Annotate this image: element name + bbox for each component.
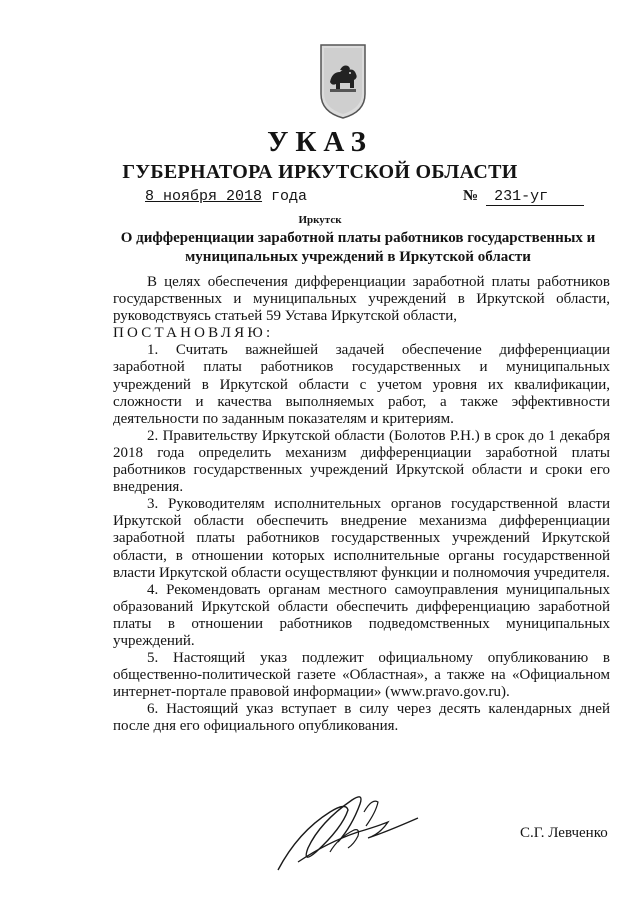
item-paragraph: 6. Настоящий указ вступает в силу через десять календарных дней после дня его официального опубликования.	[113, 701, 610, 735]
decree-word: ПОСТАНОВЛЯЮ:	[113, 325, 274, 342]
date-suffix: года	[271, 188, 308, 205]
number-sign: №	[463, 188, 479, 204]
item-paragraph: 5. Настоящий указ подлежит официальному опубликованию в общественно-политической газете «Областная», а также на «Официальном интернет-портале правовой информации» (www.pravo.gov.ru).	[113, 650, 610, 701]
document-heading: О дифференциации заработной платы работников государственных и муниципальных учреждений в Иркутской области	[120, 230, 596, 265]
date-value: 8 ноября 2018	[145, 188, 263, 205]
document-number	[463, 188, 584, 206]
item-paragraph: 2. Правительству Иркутской области (Болотов Р.Н.) в срок до 1 декабря 2018 года определить механизм дифференциации заработной платы работников государственных учреждений Иркутской области и сроки его внедрения.	[113, 427, 610, 496]
item-paragraph: 3. Руководителям исполнительных органов государственной власти Иркутской области обеспечить внедрение механизма дифференциации заработной платы работников государственных учреждений Иркутской области, в отношении которых исполнительные органы государственной власти Иркутской области осуществляют функции и полномочия учредителя.	[113, 496, 610, 581]
intro-paragraph: В целях обеспечения дифференциации заработной платы работников государственных и муниципальных учреждений в Иркутской области, руководствуясь статьей 59 Устава Иркутской области,	[113, 274, 610, 325]
number-value: 231-уг	[486, 188, 584, 206]
document-subtitle: ГУБЕРНАТОРА ИРКУТСКОЙ ОБЛАСТИ	[122, 161, 518, 183]
document-date	[145, 188, 307, 205]
coat-of-arms-icon	[318, 42, 368, 120]
handwritten-signature-icon	[268, 782, 428, 882]
city-label: Иркутск	[298, 214, 342, 226]
document-body	[113, 274, 610, 736]
item-paragraph: 4. Рекомендовать органам местного самоуправления муниципальных образований Иркутской области обеспечить дифференциацию заработной платы в отношении работников подведомственных муниципальных учреждений.	[113, 581, 610, 649]
item-paragraph: 1. Считать важнейшей задачей обеспечение дифференциации заработной платы работников государственных и муниципальных учреждений в Иркутской области с учетом уровня их квалификации, сложности и качества выполняемых работ, а также эффективности деятельности по заданным показателям и критериям.	[113, 342, 610, 427]
document-title: УКАЗ	[267, 126, 373, 158]
signer-name: С.Г. Левченко	[520, 825, 608, 841]
